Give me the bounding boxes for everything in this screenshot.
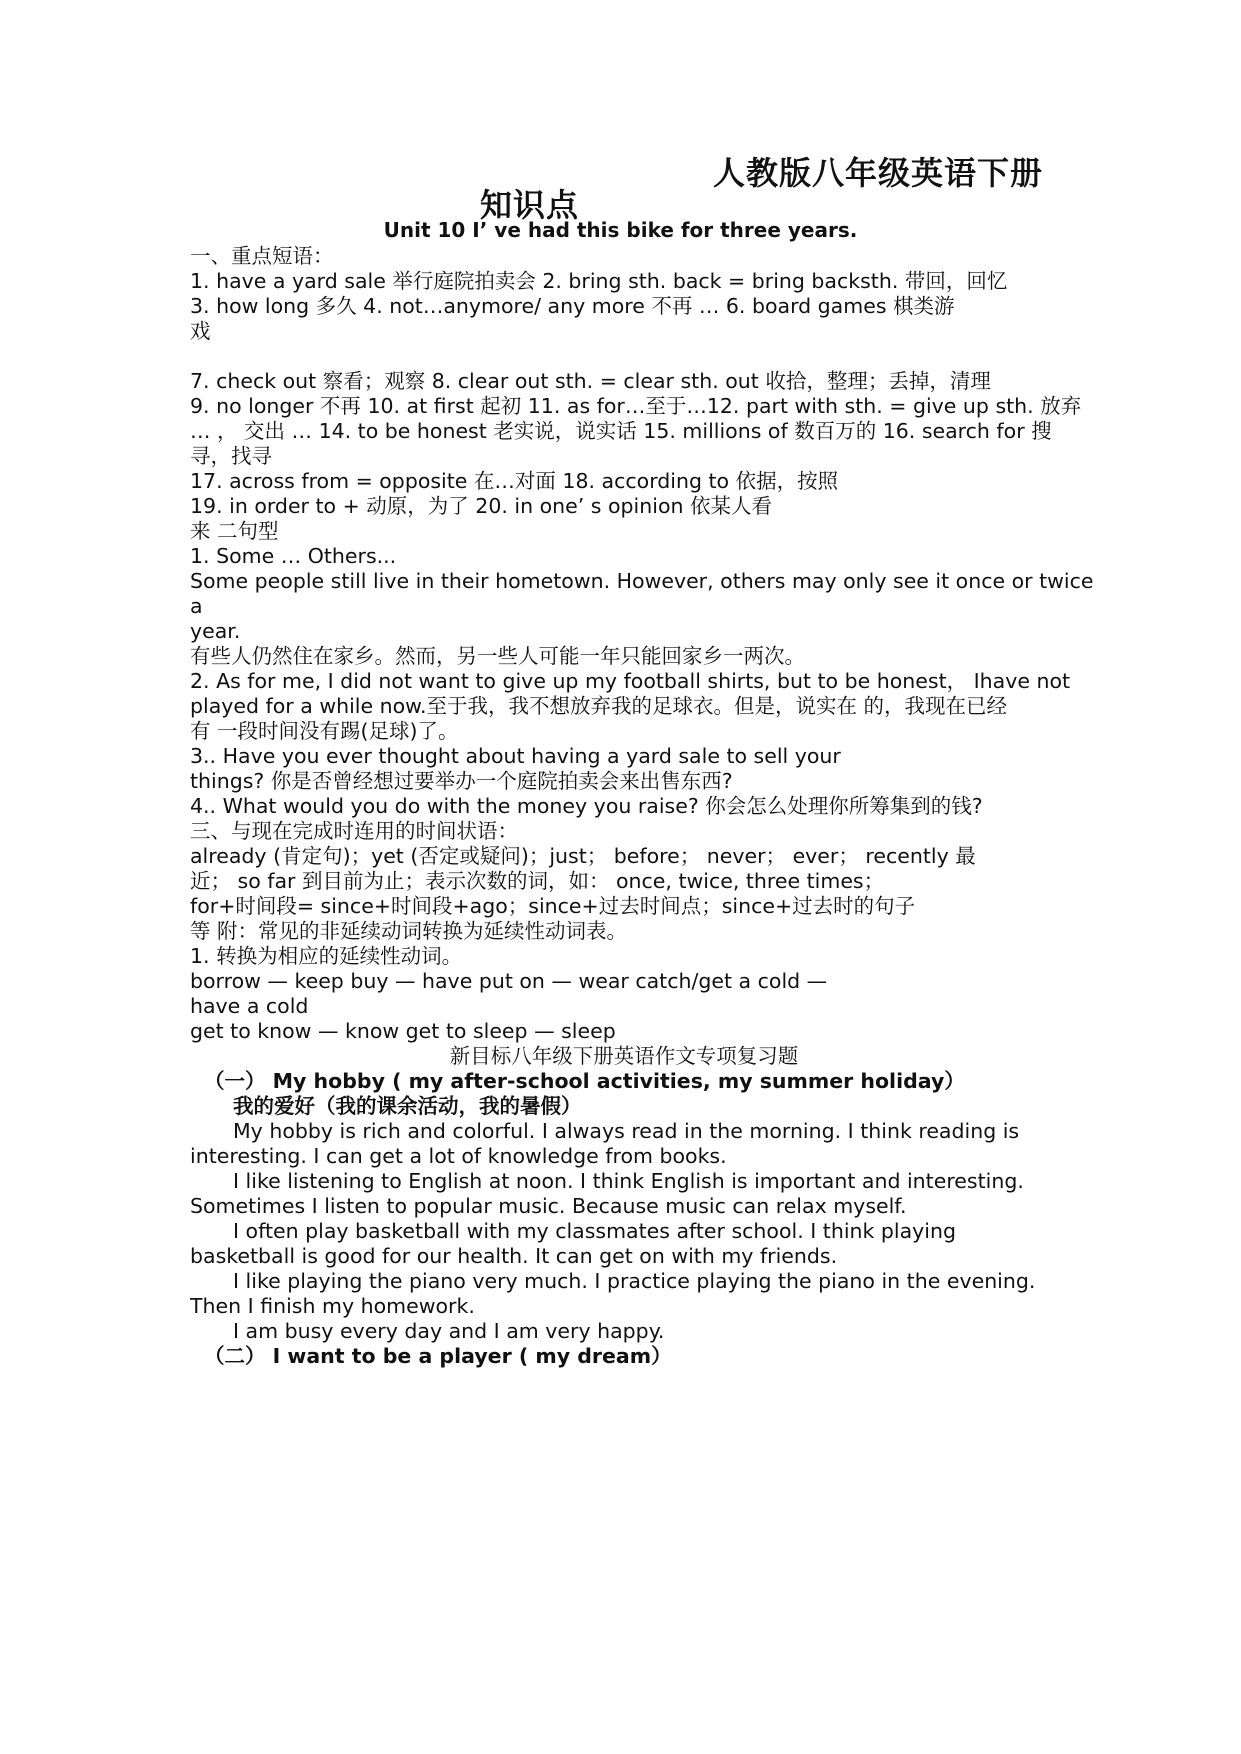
essay-heading: 新目标八年级下册英语作文专项复习题 [449, 1044, 799, 1068]
document-title-continued: 知识点 [480, 186, 580, 224]
blank-line [190, 344, 1058, 369]
text-line: 有些人仍然住在家乡。然而，另一些人可能一年只能回家乡一两次。 [190, 644, 805, 668]
essay-paragraph: I like playing the piano very much. I practice playing the piano in the evening. Then I finish my homework. [190, 1269, 1036, 1318]
text-line: … ， 交出 … 14. to be honest 老实说，说实话 15. millions of 数百万的 16. search for 搜 [190, 419, 1052, 443]
text-line: 1. have a yard sale 举行庭院拍卖会 2. bring sth. back = bring backsth. 带回，回忆 [190, 269, 1008, 293]
text-line: 4.. What would you do with the money you raise? 你会怎么处理你所筹集到的钱? [190, 794, 983, 818]
text-line: 3. how long 多久 4. not…anymore/ any more 不再 … 6. board games 棋类游 [190, 294, 955, 318]
text-line: 3.. Have you ever thought about having a yard sale to sell your [190, 744, 841, 768]
essay-section-title: （二） I want to be a player ( my dream） [204, 1344, 672, 1368]
text-line: 2. As for me, I did not want to give up my football shirts, but to be honest， Ihave not [190, 669, 1071, 693]
text-line: 近； so far 到目前为止；表示次数的词，如： once, twice, three times； [190, 869, 885, 893]
text-line: 1. Some … Others... [190, 544, 397, 568]
essay-paragraph: I am busy every day and I am very happy. [233, 1319, 665, 1343]
text-line: 19. in order to + 动原，为了 20. in one’ s opinion 依某人看 [190, 494, 772, 518]
essay-paragraph: I like listening to English at noon. I think English is important and interesting. Sometimes I listen to popular music. Because music can relax myself. [190, 1169, 1024, 1218]
essay-section-subtitle: 我的爱好（我的课余活动，我的暑假） [233, 1094, 582, 1118]
text-line: year. [190, 619, 241, 643]
text-line: borrow — keep buy — have put on — wear catch/get a cold — [190, 969, 828, 993]
essay-paragraph: My hobby is rich and colorful. I always read in the morning. I think reading is interesting. I can get a lot of knowledge from books. [190, 1119, 1020, 1168]
text-line: 戏 [190, 319, 211, 343]
text-line: Some people still live in their hometown. However, others may only see it once or twice [190, 569, 1094, 593]
document-title: 人教版八年级英语下册 [713, 154, 1044, 192]
essay-paragraph: I often play basketball with my classmates after school. I think playing basketball is good for our health. It can get on with my friends. [190, 1219, 957, 1268]
text-line: 一、重点短语： [190, 244, 334, 268]
text-line: for+时间段= since+时间段+ago；since+过去时间点；since+过去时的句子 [190, 894, 916, 918]
text-line: 三、与现在完成时连用的时间状语： [190, 819, 518, 843]
unit-title: Unit 10 I’ ve had this bike for three years. [383, 218, 858, 242]
text-line: a [190, 594, 203, 618]
text-line: 17. across from = opposite 在…对面 18. according to 依据，按照 [190, 469, 839, 493]
text-line: 寻，找寻 [190, 444, 272, 468]
text-line: 等 附：常见的非延续动词转换为延续性动词表。 [190, 919, 628, 943]
text-line: 来 二句型 [190, 519, 279, 543]
text-line: 有 一段时间没有踢(足球)了。 [190, 719, 459, 743]
text-line: played for a while now.至于我，我不想放弃我的足球衣。但是，说实在 的，我现在已经 [190, 694, 1008, 718]
essay-section-title: （一） My hobby ( my after-school activities, my summer holiday） [204, 1069, 965, 1093]
text-line: 9. no longer 不再 10. at first 起初 11. as for…至于…12. part with sth. = give up sth. 放弃 [190, 394, 1082, 418]
document-body [190, 244, 1094, 1369]
text-line: have a cold [190, 994, 309, 1018]
text-line: 7. check out 察看；观察 8. clear out sth. = clear sth. out 收拾，整理；丢掉，清理 [190, 369, 991, 393]
text-line: things? 你是否曾经想过要举办一个庭院拍卖会来出售东西? [190, 769, 733, 793]
text-line: 1. 转换为相应的延续性动词。 [190, 944, 463, 968]
text-line: already (肯定句)；yet (否定或疑问)；just； before； never； ever； recently 最 [190, 844, 976, 868]
text-line: get to know — know get to sleep — sleep [190, 1019, 616, 1043]
